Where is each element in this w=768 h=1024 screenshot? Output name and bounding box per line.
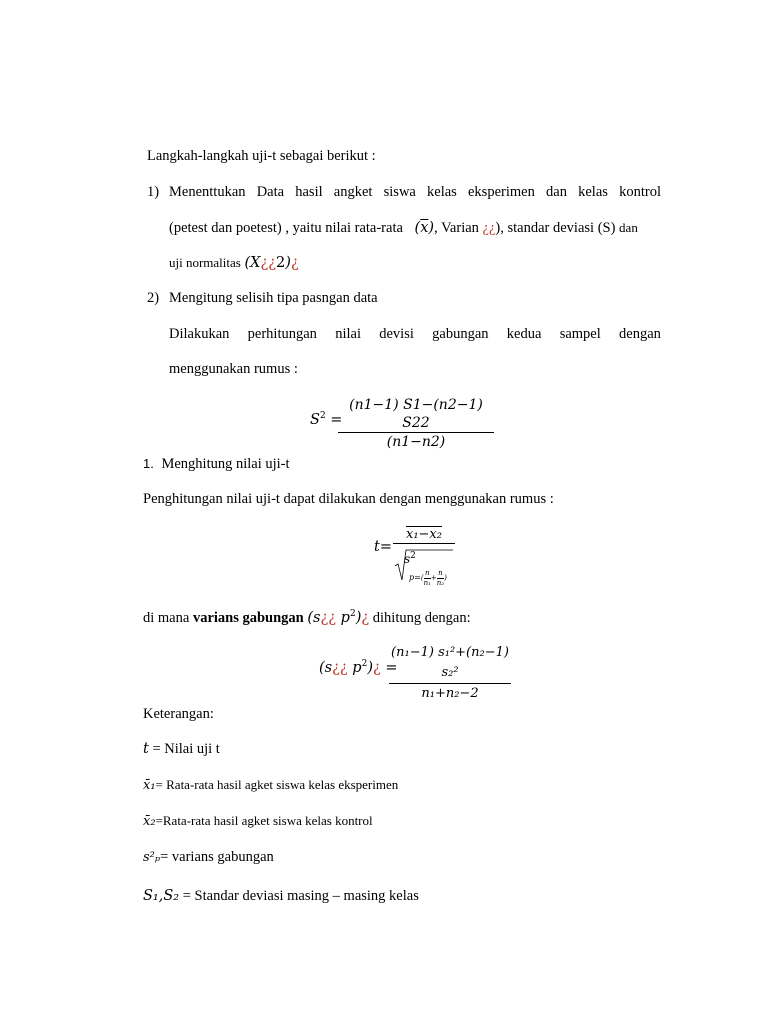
step2-line1-word: sampel (559, 326, 601, 342)
step1-line3: uji normalitas (X¿¿2)¿ (169, 255, 299, 271)
step1-line1-word: kontrol (619, 184, 661, 200)
step1-line1-word: dan (546, 184, 567, 200)
formula3-fraction (389, 643, 511, 704)
step2-line1-word: nilai (335, 326, 361, 342)
formula1-numerator: (n1−1) S1−(n2−1) S22 (349, 397, 483, 431)
step1-line1-word: Data (256, 184, 285, 200)
formula1-fraction (338, 396, 494, 451)
formula2-lhs: t= (374, 539, 392, 555)
intro-text: Langkah-langkah uji-t sebagai berikut : (147, 148, 376, 164)
formula3-lhs: (s¿¿ $p^2)¿$ = (319, 659, 398, 676)
step2-line1-word: Dilakukan (169, 326, 230, 342)
step1-line1-word: Menenttukan (169, 184, 246, 200)
formula3-denominator: n₁+n₂−2 (389, 683, 511, 704)
varians-line: di mana varians gabungan (s¿¿ $p^2)¿$ dihitung dengan: (143, 609, 471, 626)
formula2-numerator: x₁−x₂ (406, 527, 442, 542)
step2-para-line2: menggunakan rumus : (169, 361, 298, 377)
formula2-denominator: $s^2$ $p=(\frac{n}{\text{n₁}}+\frac{n}{\text{n₂}})$ (393, 543, 455, 588)
t-test-paragraph: Penghitungan nilai uji-t dapat dilakukan dengan menggunakan rumus : (143, 491, 554, 507)
section1-heading: 1. Menghitung nilai uji-t (143, 456, 290, 472)
formula1-denominator: (n1−n2) (338, 432, 494, 451)
legend-item-s1s2: S₁,S₂ = Standar deviasi masing – masing kelas (143, 888, 419, 904)
step1-number: 1) (147, 184, 160, 200)
step2-line1-word: gabungan (432, 326, 489, 342)
step1-line1-word: kelas (578, 184, 608, 200)
legend-item-t: t = Nilai uji t (143, 741, 220, 757)
formula1-lhs: $S^2$ = (310, 411, 343, 428)
step2-number: 2) (147, 290, 160, 306)
step1-line1-word: siswa (383, 184, 416, 200)
step2-line1-word: devisi (379, 326, 414, 342)
keterangan-heading: Keterangan: (143, 706, 214, 722)
step2-line1-word: dengan (619, 326, 661, 342)
step2-para-line1 (169, 325, 661, 343)
legend-item-sp: s²ₚ= varians gabungan (143, 849, 274, 865)
step1-line1-word: kelas (427, 184, 457, 200)
step1-line2: (petest dan poetest) , yaitu nilai rata-rata $(\overline{x})$, Varian ¿¿), standar deviasi (S) dan (169, 220, 638, 236)
step2-line1-word: kedua (506, 326, 542, 342)
step1-line1 (169, 183, 661, 201)
step2-title: Mengitung selisih tipa pasngan data (169, 290, 378, 306)
step1-line1-word: hasil (295, 184, 323, 200)
step2-line1-word: perhitungan (247, 326, 317, 342)
formula3-numerator: (n₁−1) s₁²+(n₂−1) s₂² (391, 645, 509, 680)
step1-line1-word: eksperimen (468, 184, 535, 200)
step1-line1-word: angket (333, 184, 373, 200)
legend-item-x1: x̄₁= Rata-rata hasil agket siswa kelas eksperimen (143, 777, 399, 793)
formula2-fraction (393, 527, 455, 588)
legend-item-x2: x̄₂=Rata-rata hasil agket siswa kelas kontrol (143, 813, 373, 829)
